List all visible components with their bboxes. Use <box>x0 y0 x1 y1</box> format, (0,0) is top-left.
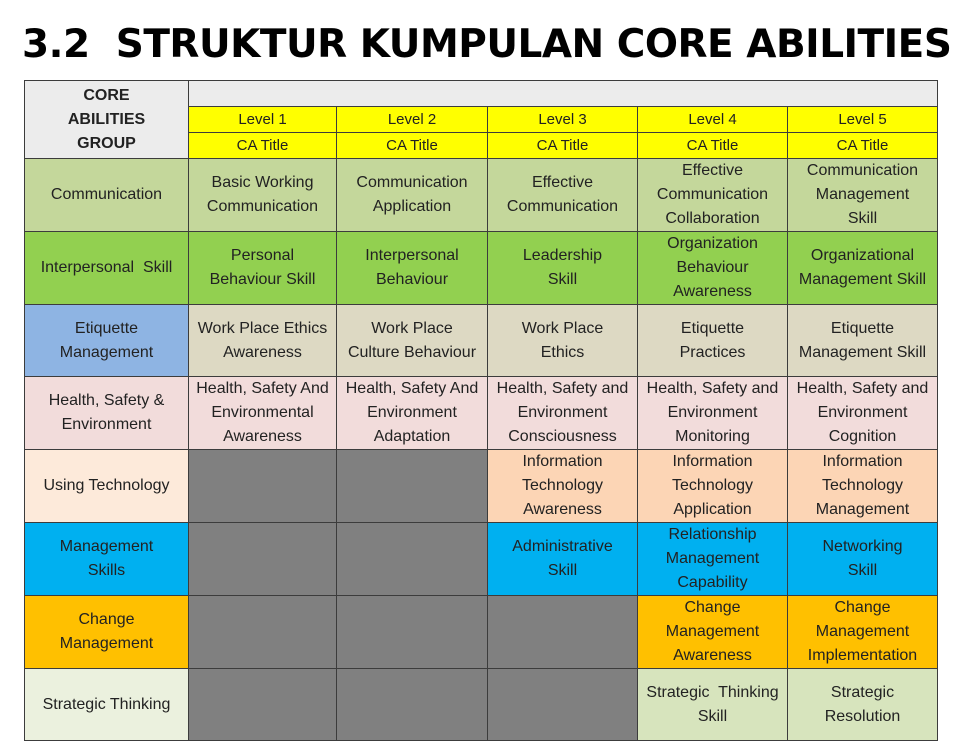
row-etiquette-management <box>25 305 938 377</box>
group-health-safety-environment: Health, Safety & Environment <box>25 377 189 450</box>
ability-cell: Work Place Ethics Awareness <box>189 305 337 377</box>
empty-level-cell <box>189 450 337 523</box>
core-abilities-group-header: CORE ABILITIES GROUP <box>25 81 189 159</box>
level-header: Level 2 <box>337 107 488 133</box>
row-communication <box>25 159 938 232</box>
level-header: Level 5 <box>788 107 938 133</box>
row-using-technology <box>25 450 938 523</box>
ability-cell: Work Place Culture Behaviour <box>337 305 488 377</box>
ability-cell: Organizational Management Skill <box>788 232 938 305</box>
ability-cell: Etiquette Management Skill <box>788 305 938 377</box>
ability-cell: Health, Safety and Environment Cognition <box>788 377 938 450</box>
empty-level-cell <box>337 450 488 523</box>
ability-cell: Interpersonal Behaviour <box>337 232 488 305</box>
ability-cell: Personal Behaviour Skill <box>189 232 337 305</box>
ability-cell: Communication Management Skill <box>788 159 938 232</box>
row-health-safety-environment <box>25 377 938 450</box>
group-communication: Communication <box>25 159 189 232</box>
empty-level-cell <box>337 669 488 741</box>
level-header: Level 1 <box>189 107 337 133</box>
ca-title-header: CA Title <box>488 133 638 159</box>
group-strategic-thinking: Strategic Thinking <box>25 669 189 741</box>
ability-cell: Etiquette Practices <box>638 305 788 377</box>
empty-level-cell <box>488 596 638 669</box>
empty-level-cell <box>488 669 638 741</box>
ca-title-header: CA Title <box>337 133 488 159</box>
core-abilities-table <box>24 80 938 741</box>
empty-level-cell <box>337 596 488 669</box>
row-strategic-thinking <box>25 669 938 741</box>
ability-cell: Basic Working Communication <box>189 159 337 232</box>
ca-title-header: CA Title <box>189 133 337 159</box>
ability-cell: Effective Communication <box>488 159 638 232</box>
group-management-skills: Management Skills <box>25 523 189 596</box>
group-using-technology: Using Technology <box>25 450 189 523</box>
group-interpersonal-skill: Interpersonal Skill <box>25 232 189 305</box>
ability-cell: Change Management Awareness <box>638 596 788 669</box>
level-header: Level 4 <box>638 107 788 133</box>
ability-cell: Work Place Ethics <box>488 305 638 377</box>
row-management-skills <box>25 523 938 596</box>
group-change-management: Change Management <box>25 596 189 669</box>
ability-cell: Information Technology Management <box>788 450 938 523</box>
header-row-blank <box>25 81 938 107</box>
ability-cell: Communication Application <box>337 159 488 232</box>
ability-cell: Health, Safety And Environmental Awareness <box>189 377 337 450</box>
row-change-management <box>25 596 938 669</box>
ca-title-header: CA Title <box>788 133 938 159</box>
row-interpersonal-skill <box>25 232 938 305</box>
slide-title: 3.2 STRUKTUR KUMPULAN CORE ABILITIES <box>22 22 952 67</box>
ability-cell: Health, Safety And Environment Adaptation <box>337 377 488 450</box>
ability-cell: Organization Behaviour Awareness <box>638 232 788 305</box>
ability-cell: Strategic Resolution <box>788 669 938 741</box>
header-blank-band <box>189 81 938 107</box>
empty-level-cell <box>337 523 488 596</box>
group-etiquette-management: Etiquette Management <box>25 305 189 377</box>
level-header: Level 3 <box>488 107 638 133</box>
ability-cell: Health, Safety and Environment Monitoring <box>638 377 788 450</box>
ability-cell: Leadership Skill <box>488 232 638 305</box>
empty-level-cell <box>189 596 337 669</box>
ability-cell: Strategic Thinking Skill <box>638 669 788 741</box>
ability-cell: Health, Safety and Environment Consciousness <box>488 377 638 450</box>
ability-cell: Networking Skill <box>788 523 938 596</box>
empty-level-cell <box>189 523 337 596</box>
empty-level-cell <box>189 669 337 741</box>
ability-cell: Effective Communication Collaboration <box>638 159 788 232</box>
ability-cell: Relationship Management Capability <box>638 523 788 596</box>
ability-cell: Administrative Skill <box>488 523 638 596</box>
ability-cell: Information Technology Application <box>638 450 788 523</box>
ability-cell: Change Management Implementation <box>788 596 938 669</box>
ability-cell: Information Technology Awareness <box>488 450 638 523</box>
ca-title-header: CA Title <box>638 133 788 159</box>
